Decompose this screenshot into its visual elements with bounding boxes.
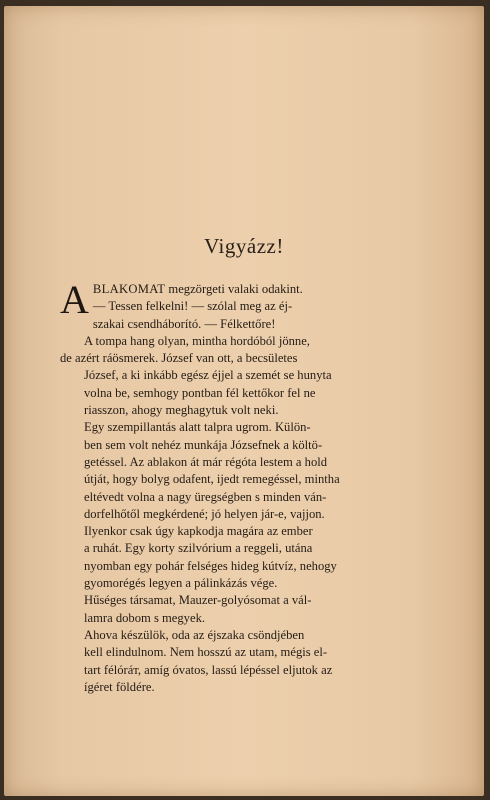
text-line: Ahova készülök, oda az éjszaka csöndjében [84,627,305,642]
paragraph-3 [60,419,383,523]
text-fragment: megzörgeti valaki odakint. [165,282,303,296]
text-line: nyomban egy pohár felséges hideg kútvíz, nehogy [84,558,337,573]
paragraph-2 [60,333,383,419]
paragraph-6 [60,627,383,696]
text-line: tart félóráт, amíg óvatos, lassú lépéssel eljutok az [84,662,333,677]
text-line: dorfelhőtől megkérdené; jó helyen jár-e, vajjon. [84,506,325,521]
book-page [4,6,484,796]
text-line: József, a ki inkább egész éjjel a szemét se hunyta [84,368,332,383]
text-line: A tompa hang olyan, mintha hordóból jönne, [84,333,310,348]
paragraph-4 [60,523,383,592]
paragraph-5 [60,592,383,627]
text-line: volna be, semhogy pontban fél kettőkor fel ne [84,385,316,400]
text-line: getéssel. Az ablakon át már régóta lestem a hold [84,454,328,469]
text-line: ígéret földére. [84,679,155,694]
smallcaps-word: BLAKOMAT [92,282,166,296]
text-line: de azért ráösmerek. József van ott, a becsületes [60,351,298,366]
drop-cap: A [60,277,89,322]
body-text [60,277,383,696]
text-line: — Tessen felkelni! — szólal meg az éj- [92,299,293,314]
text-line: Hűséges társamat, Mauzer-golyósomat a vál- [84,593,312,608]
text-line: a ruhát. Egy korty szilvórium a reggeli, utána [84,541,313,556]
text-line: útját, hogy bolyg odafent, ijedt remegéssel, mintha [84,472,340,487]
chapter-title: Vigyázz! [204,234,284,258]
text-line: eltévedt volna a nagy üregségben s minden ván- [84,489,327,504]
text-line: Egy szempillantás alatt talpra ugrom. Külön- [84,420,311,435]
text-line: lamra dobom s megyek. [84,610,206,625]
text-line: riasszon, ahogy meghagytuk volt neki. [84,403,279,418]
text-line: ben sem volt nehéz munkája Józsefnek a költö- [84,437,323,452]
text-line: szakai csendháborító. — Félkettőre! [92,316,276,331]
text-line: gyomorégés legyen a pálinkázás vége. [84,576,278,591]
text-line: kell elindulnom. Nem hosszú az utam, mégis el- [84,645,328,660]
text-line: Ilyenkor csak úgy kapkodja magára az ember [84,524,313,539]
paragraph-1 [60,277,383,333]
text-line [60,281,383,298]
